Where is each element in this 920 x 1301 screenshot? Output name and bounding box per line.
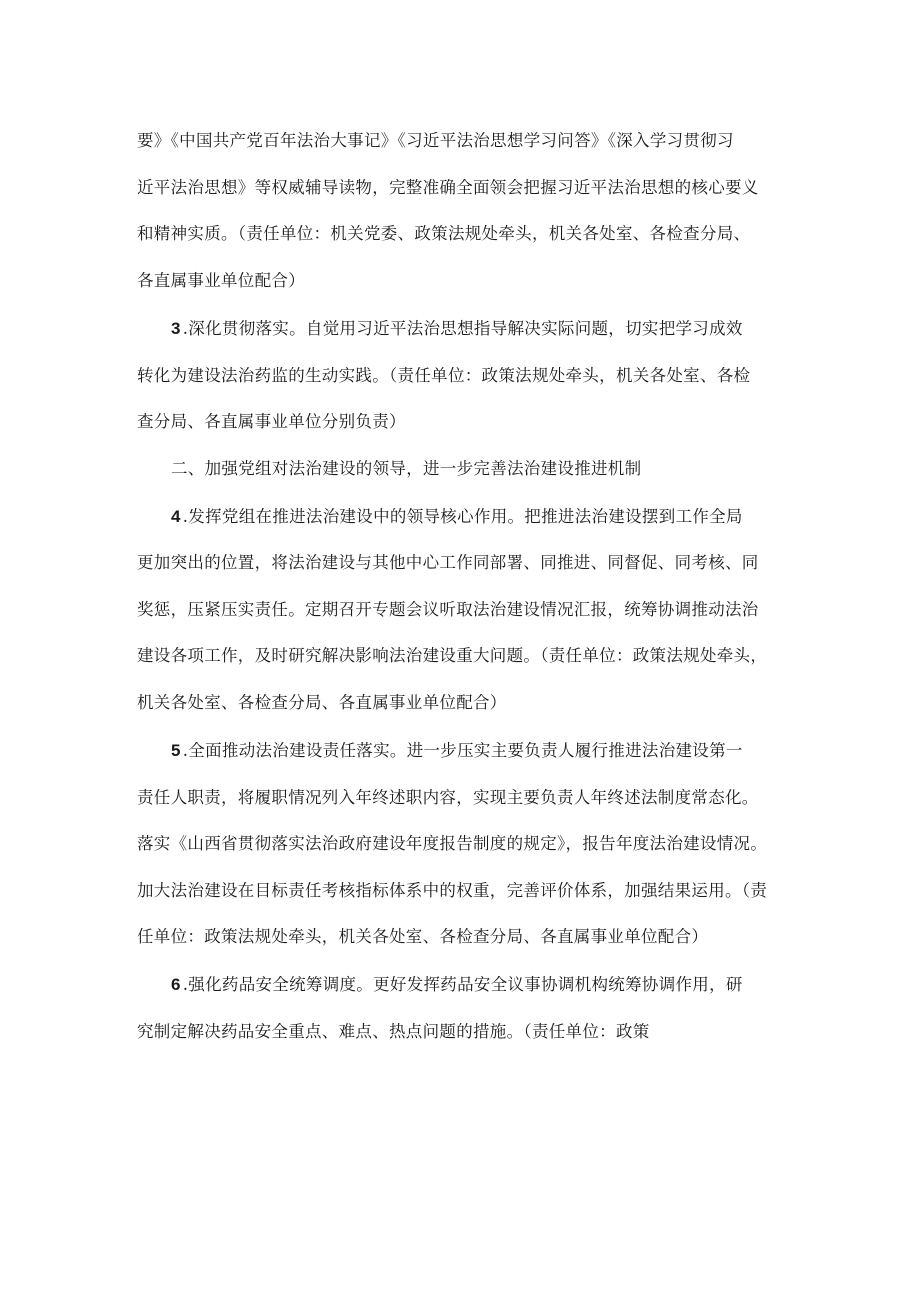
paragraph-line: 转化为建设法治药监的生动实践。（责任单位：政策法规处牵头，机关各处室、各检: [137, 366, 751, 385]
paragraph-line: 究制定解决药品安全重点、难点、热点问题的措施。（责任单位：政策: [137, 1022, 650, 1041]
paragraph-line: .深化贯彻落实。自觉用习近平法治思想指导解决实际问题，切实把学习成效: [182, 319, 743, 338]
list-item-6-first-line: [171, 975, 743, 995]
paragraph-line: 建设各项工作，及时研究解决影响法治建设重大问题。（责任单位：政策法规处牵头，: [137, 646, 768, 665]
item-number: 3: [171, 319, 181, 338]
paragraph-line: 奖惩，压紧压实责任。定期召开专题会议听取法治建设情况汇报，统筹协调推动法治: [137, 600, 759, 619]
paragraph-line: .全面推动法治建设责任落实。进一步压实主要负责人履行推进法治建设第一: [182, 741, 743, 760]
paragraph-line: 责任人职责，将履职情况列入年终述职内容，实现主要负责人年终述法制度常态化。: [137, 788, 759, 807]
list-item-3-first-line: [171, 319, 743, 339]
item-number: 4: [171, 507, 181, 526]
paragraph-line: 任单位：政策法规处牵头，机关各处室、各检查分局、各直属事业单位配合）: [137, 927, 709, 946]
paragraph-line: 机关各处室、各检查分局、各直属事业单位配合）: [137, 693, 507, 712]
paragraph-line: 各直属事业单位配合）: [137, 271, 305, 290]
list-item-5-first-line: [171, 741, 743, 761]
paragraph-line: .强化药品安全统筹调度。更好发挥药品安全议事协调机构统筹协调作用，研: [182, 975, 743, 994]
paragraph-line: 查分局、各直属事业单位分别负责）: [137, 412, 406, 431]
item-number: 6: [171, 975, 181, 994]
list-item-4-first-line: [171, 507, 743, 527]
section-heading: 二、加强党组对法治建设的领导，进一步完善法治建设推进机制: [171, 459, 642, 478]
paragraph-line: 加大法治建设在目标责任考核指标体系中的权重，完善评价体系，加强结果运用。（责: [137, 881, 768, 900]
item-number: 5: [171, 741, 181, 760]
paragraph-line: .发挥党组在推进法治建设中的领导核心作用。把推进法治建设摆到工作全局: [182, 507, 743, 526]
paragraph-line: 和精神实质。（责任单位：机关党委、政策法规处牵头，机关各处室、各检查分局、: [137, 224, 751, 243]
paragraph-line: 近平法治思想》等权威辅导读物，完整准确全面领会把握习近平法治思想的核心要义: [137, 178, 759, 197]
paragraph-line: 落实《山西省贯彻落实法治政府建设年度报告制度的规定》，报告年度法治建设情况。: [137, 834, 768, 853]
paragraph-line: 更加突出的位置，将法治建设与其他中心工作同部署、同推进、同督促、同考核、同: [137, 553, 759, 572]
paragraph-line: 要》《中国共产党百年法治大事记》《习近平法治思想学习问答》《深入学习贯彻习: [137, 131, 734, 150]
